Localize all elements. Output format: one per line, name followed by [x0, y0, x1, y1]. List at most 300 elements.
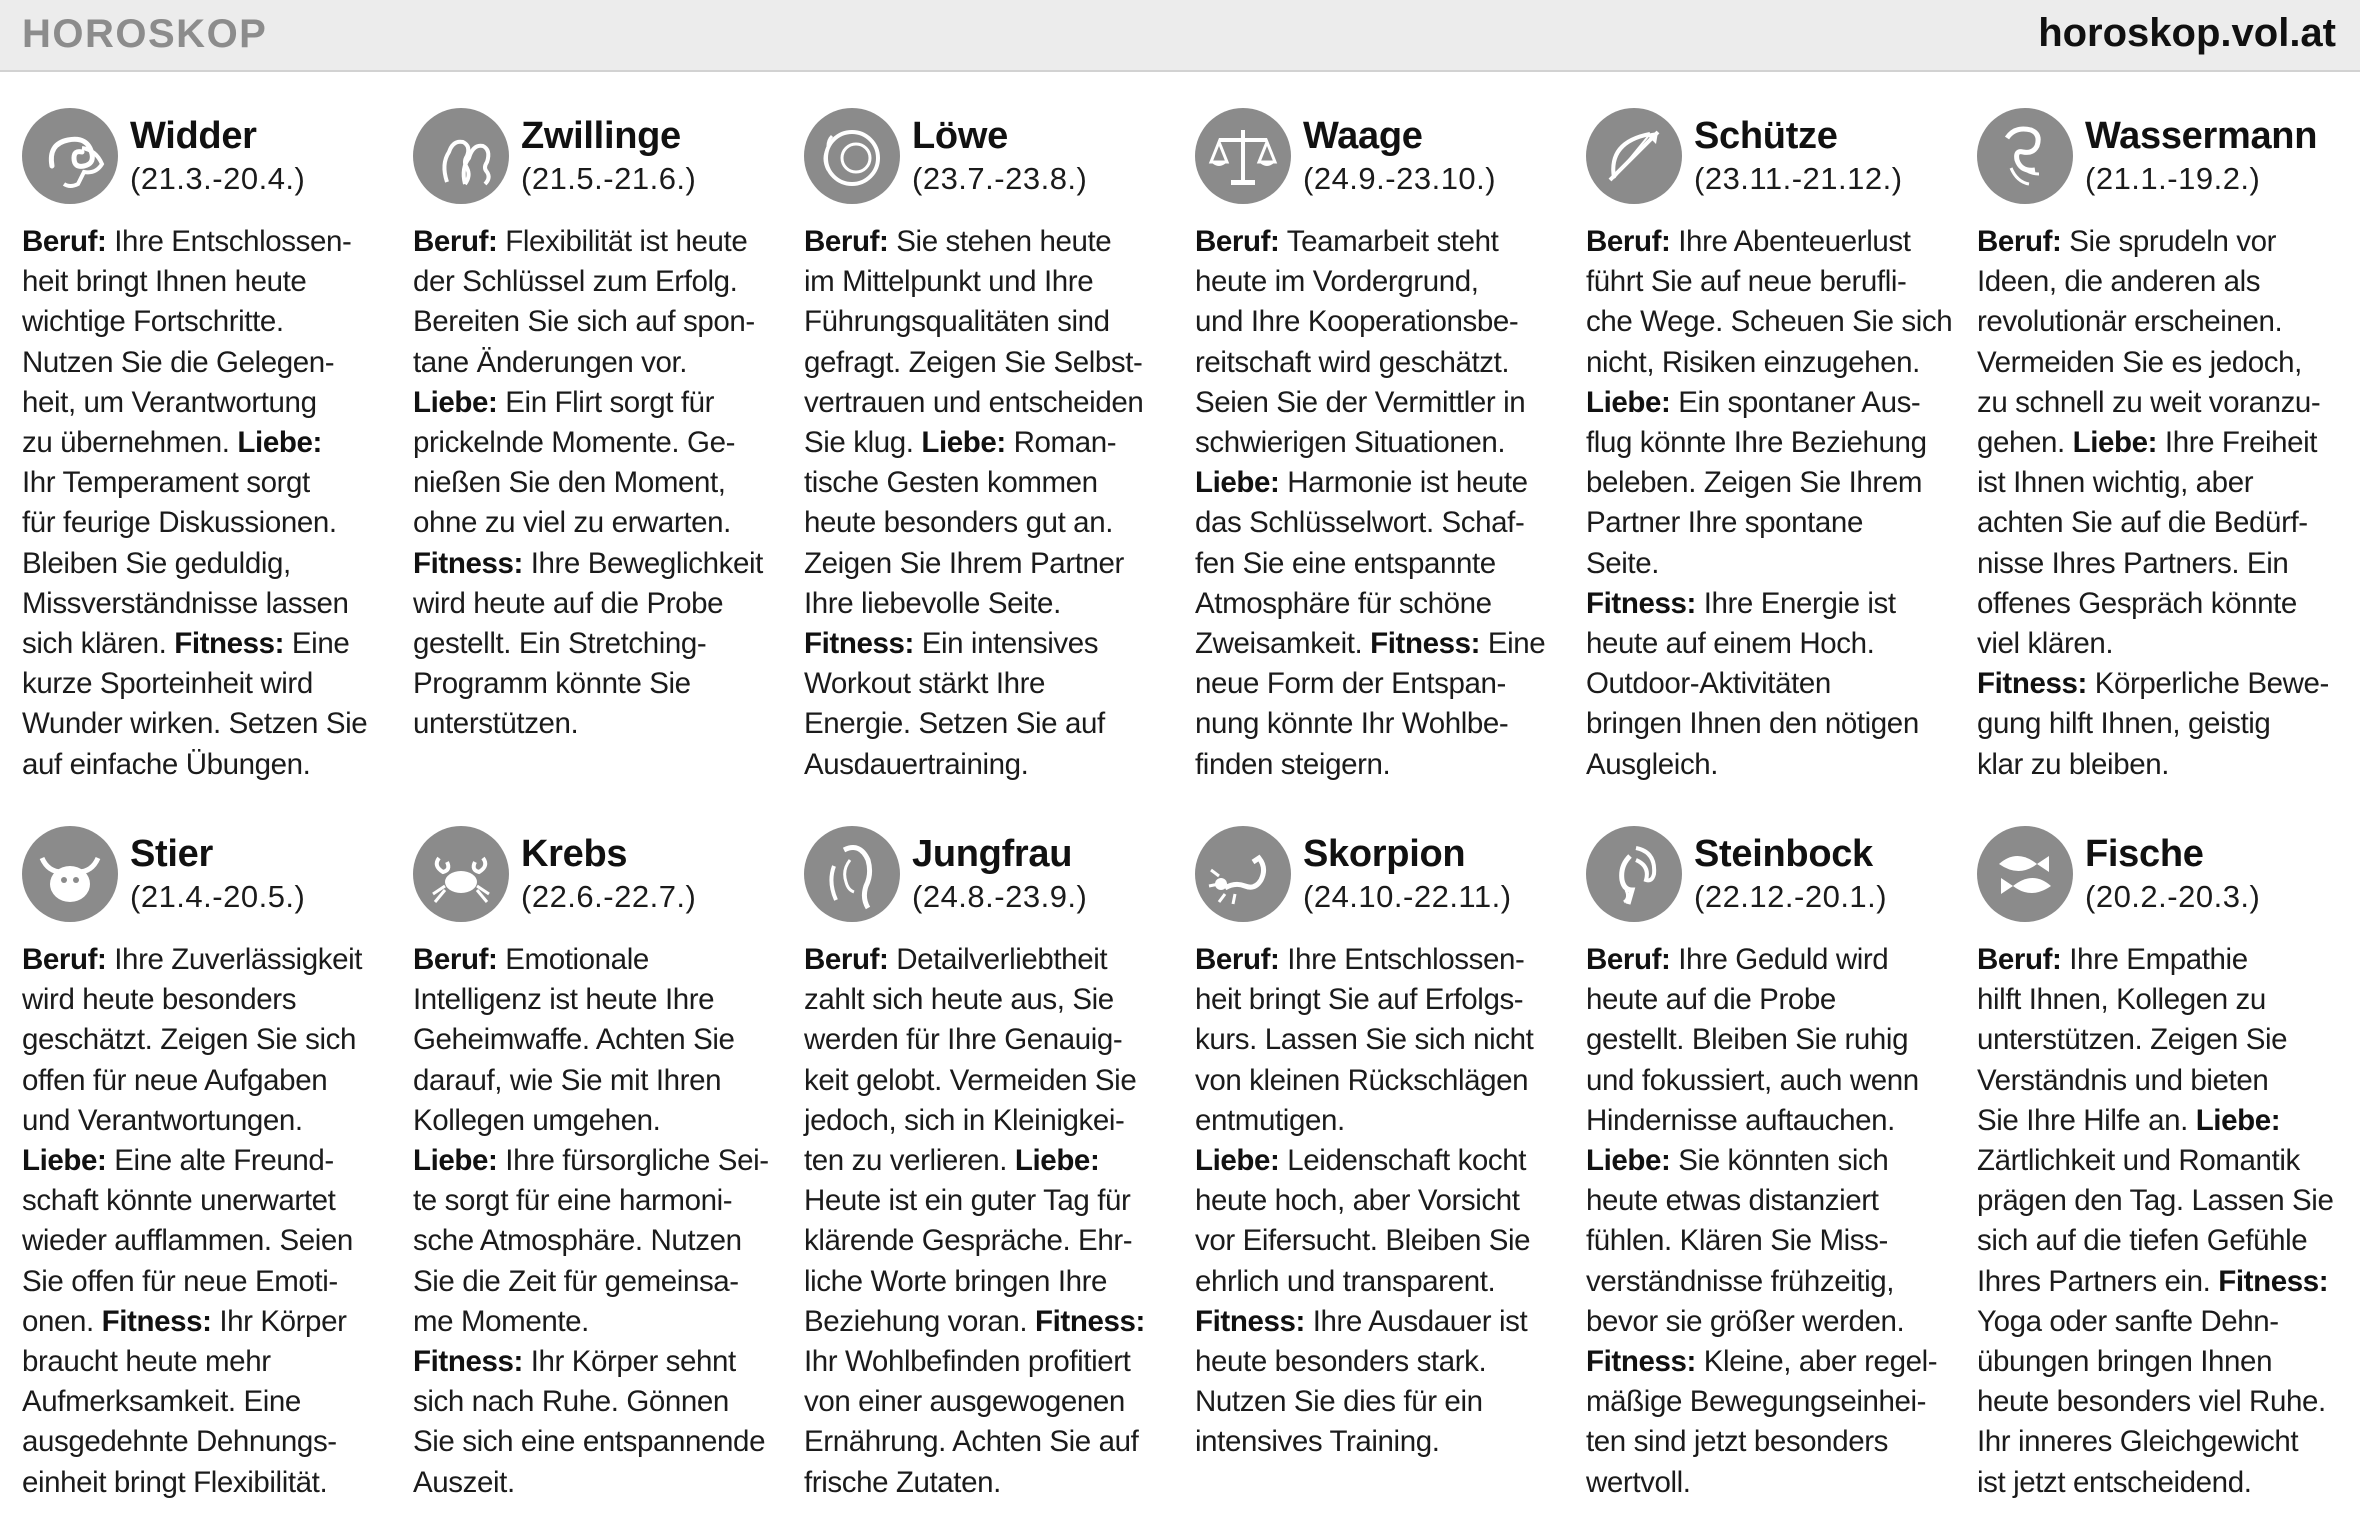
sign-text	[22, 940, 382, 1503]
text-line	[1586, 1463, 1946, 1503]
text-segment: Workout stärkt Ihre	[804, 667, 1046, 701]
text-line	[804, 664, 1164, 704]
text-segment: gung hilft Ihnen, geistig	[1977, 707, 2271, 741]
text-line	[1586, 624, 1946, 664]
sign-card-zwillinge	[413, 106, 773, 824]
lion-icon	[804, 108, 900, 204]
text-line	[22, 1221, 382, 1261]
text-line	[1195, 302, 1555, 342]
text-line	[413, 1342, 773, 1382]
text-line	[1586, 1221, 1946, 1261]
sign-header	[804, 106, 1164, 206]
horoscope-grid	[22, 106, 2338, 1511]
sign-text	[804, 222, 1164, 785]
text-segment: te sorgt für eine harmoni-	[413, 1184, 733, 1218]
text-segment: Detailverliebtheit	[888, 943, 1108, 976]
text-line	[804, 1463, 1164, 1503]
text-segment: kurze Sporteinheit wird	[22, 667, 313, 701]
text-line	[22, 423, 382, 463]
text-line	[413, 1101, 773, 1141]
archer-icon	[1586, 108, 1682, 204]
text-segment: Bleiben Sie geduldig,	[22, 546, 291, 580]
text-segment: Ausgleich.	[1586, 747, 1719, 781]
sign-card-krebs	[413, 824, 773, 1511]
text-segment: nießen Sie den Moment,	[413, 466, 726, 500]
sign-name: Stier	[130, 833, 213, 875]
text-segment: Wunder wirken. Setzen Sie	[22, 707, 368, 741]
sign-text	[413, 222, 773, 745]
text-line	[1195, 745, 1555, 785]
text-segment: unterstützen.	[413, 707, 579, 741]
text-segment: Outdoor-Aktivitäten	[1586, 667, 1831, 701]
text-segment: onen.	[22, 1304, 102, 1338]
text-line	[22, 544, 382, 584]
sign-name: Fische	[2085, 833, 2204, 875]
text-line	[1586, 262, 1946, 302]
text-line	[1977, 664, 2337, 704]
text-segment: heute besonders gut an.	[804, 506, 1113, 540]
category-label: Liebe:	[1586, 1144, 1671, 1178]
category-label: Liebe:	[1195, 466, 1280, 500]
text-line	[22, 1382, 382, 1422]
text-segment: tane Änderungen vor.	[413, 345, 688, 379]
text-segment: ten zu verlieren.	[804, 1144, 1015, 1178]
text-segment: heit bringt Ihnen heute	[22, 265, 307, 299]
text-segment: von kleinen Rückschlägen	[1195, 1063, 1529, 1097]
text-segment: Ein intensives	[913, 627, 1099, 661]
text-line	[1977, 1463, 2337, 1503]
text-line	[22, 222, 382, 262]
text-line	[1195, 624, 1555, 664]
text-line	[413, 1181, 773, 1221]
text-segment: Ihre Freiheit	[2157, 426, 2318, 460]
text-segment: heute besonders stark.	[1195, 1345, 1487, 1379]
text-line	[1195, 1262, 1555, 1302]
category-label: Fitness:	[1035, 1304, 1145, 1338]
text-segment: Eine	[284, 627, 350, 661]
text-line	[413, 624, 773, 664]
text-segment: Verständnis und bieten	[1977, 1063, 2269, 1097]
text-line	[22, 1181, 382, 1221]
sign-dates: (22.6.-22.7.)	[521, 879, 697, 914]
text-line	[1977, 383, 2337, 423]
sign-text	[1586, 940, 1946, 1503]
text-segment: Ihre Beweglichkeit	[522, 546, 763, 580]
sign-dates: (22.12.-20.1.)	[1694, 879, 1888, 914]
text-line	[1586, 1342, 1946, 1382]
text-segment: Ideen, die anderen als	[1977, 265, 2261, 299]
text-line	[804, 302, 1164, 342]
sign-header	[413, 824, 773, 924]
text-segment: Vermeiden Sie es jedoch,	[1977, 345, 2302, 379]
text-segment: Sie die Zeit für gemeinsa-	[413, 1264, 739, 1298]
text-line	[1195, 980, 1555, 1020]
text-segment: intensives Training.	[1195, 1425, 1440, 1459]
text-line	[1195, 262, 1555, 302]
text-line	[1977, 423, 2337, 463]
category-label: Fitness:	[413, 546, 523, 580]
text-segment: Ihre Entschlossen-	[1279, 943, 1525, 976]
text-segment: Nutzen Sie die Gelegen-	[22, 345, 335, 379]
text-line	[1977, 624, 2337, 664]
text-segment: Bereiten Sie sich auf spon-	[413, 305, 755, 339]
text-segment: ohne zu viel zu erwarten.	[413, 506, 731, 540]
text-line	[413, 343, 773, 383]
text-segment: Sie Ihre Hilfe an.	[1977, 1103, 2196, 1137]
category-label: Beruf:	[1586, 943, 1671, 976]
text-segment: fühlen. Klären Sie Miss-	[1586, 1224, 1888, 1258]
text-segment: sich nach Ruhe. Gönnen	[413, 1385, 729, 1419]
text-segment: wertvoll.	[1586, 1465, 1691, 1499]
text-segment: heit, um Verantwortung	[22, 385, 317, 419]
category-label: Beruf:	[1977, 225, 2062, 258]
text-segment: Aufmerksamkeit. Eine	[22, 1385, 301, 1419]
text-line	[22, 584, 382, 624]
text-segment: Partner Ihre spontane	[1586, 506, 1863, 540]
text-segment: heute besonders viel Ruhe.	[1977, 1385, 2326, 1419]
category-label: Fitness:	[101, 1304, 212, 1338]
text-segment: schaft könnte unerwartet	[22, 1184, 336, 1218]
text-segment: gestellt. Bleiben Sie ruhig	[1586, 1023, 1909, 1057]
text-line	[1586, 463, 1946, 503]
text-segment: wird heute auf die Probe	[413, 586, 724, 620]
text-segment: und Ihre Kooperationsbe-	[1195, 305, 1519, 339]
text-line	[1586, 1061, 1946, 1101]
ram-icon	[22, 108, 118, 204]
text-segment: bringen Ihnen den nötigen	[1586, 707, 1919, 741]
scorpion-icon	[1195, 826, 1291, 922]
text-line	[413, 1221, 773, 1261]
text-line	[804, 1221, 1164, 1261]
text-segment: im Mittelpunkt und Ihre	[804, 265, 1094, 299]
text-line	[22, 940, 382, 980]
text-segment: entmutigen.	[1195, 1103, 1345, 1137]
text-line	[1195, 544, 1555, 584]
sign-name: Waage	[1303, 115, 1423, 157]
sign-header	[804, 824, 1164, 924]
text-segment: Ihre Ausdauer ist	[1304, 1304, 1528, 1338]
category-label: Fitness:	[174, 627, 285, 661]
text-line	[1195, 584, 1555, 624]
text-segment: Beziehung voran.	[804, 1304, 1036, 1338]
text-segment: heit bringt Sie auf Erfolgs-	[1195, 983, 1524, 1017]
text-line	[804, 423, 1164, 463]
sign-dates: (20.2.-20.3.)	[2085, 879, 2261, 914]
scales-icon	[1195, 108, 1291, 204]
text-segment: zu schnell zu weit voranzu-	[1977, 385, 2321, 419]
sign-header	[1195, 824, 1555, 924]
text-line	[1195, 463, 1555, 503]
text-segment: beleben. Zeigen Sie Ihrem	[1586, 466, 1923, 500]
text-segment: braucht heute mehr	[22, 1345, 271, 1379]
category-label: Liebe:	[921, 426, 1006, 460]
text-line	[413, 1302, 773, 1342]
text-segment: jedoch, sich in Kleinigkei-	[804, 1103, 1125, 1137]
text-line	[1586, 1422, 1946, 1462]
sign-header	[22, 106, 382, 206]
text-segment: Seite.	[1586, 546, 1660, 580]
text-segment: heute auf einem Hoch.	[1586, 627, 1875, 661]
text-segment: Ihre Entschlossen-	[106, 225, 352, 258]
sign-card-loewe	[804, 106, 1164, 824]
text-line	[22, 745, 382, 785]
text-segment: offenes Gespräch könnte	[1977, 586, 2297, 620]
category-label: Beruf:	[22, 225, 107, 258]
text-segment: flug könnte Ihre Beziehung	[1586, 426, 1927, 460]
sign-text	[1977, 940, 2337, 1503]
text-line	[804, 503, 1164, 543]
text-line	[1586, 1141, 1946, 1181]
text-segment: zu übernehmen.	[22, 426, 238, 460]
text-segment: verständnisse frühzeitig,	[1586, 1264, 1895, 1298]
text-line	[22, 980, 382, 1020]
text-line	[1195, 383, 1555, 423]
text-segment: Programm könnte Sie	[413, 667, 691, 701]
category-label: Beruf:	[1195, 943, 1280, 976]
text-segment: liche Worte bringen Ihre	[804, 1264, 1108, 1298]
text-line	[1977, 1342, 2337, 1382]
text-line	[1977, 940, 2337, 980]
text-segment: zahlt sich heute aus, Sie	[804, 983, 1114, 1017]
text-segment: revolutionär erscheinen.	[1977, 305, 2283, 339]
text-segment: keit gelobt. Vermeiden Sie	[804, 1063, 1137, 1097]
sign-dates: (23.11.-21.12.)	[1694, 161, 1903, 196]
text-segment: Sie könnten sich	[1670, 1144, 1889, 1178]
text-line	[1195, 1020, 1555, 1060]
sign-dates: (21.1.-19.2.)	[2085, 161, 2261, 196]
text-segment: Energie. Setzen Sie auf	[804, 707, 1105, 741]
text-line	[1977, 980, 2337, 1020]
text-segment: Ihre Abenteuerlust	[1670, 225, 1911, 258]
twins-icon	[413, 108, 509, 204]
text-line	[1977, 1422, 2337, 1462]
text-segment: vertrauen und entscheiden	[804, 385, 1144, 419]
text-segment: Teamarbeit steht	[1279, 225, 1499, 258]
text-line	[413, 1020, 773, 1060]
text-line	[22, 704, 382, 744]
text-line	[22, 302, 382, 342]
sign-name: Schütze	[1694, 115, 1838, 157]
text-line	[22, 1141, 382, 1181]
category-label: Liebe:	[1195, 1144, 1280, 1178]
text-line	[1977, 222, 2337, 262]
sign-name: Wassermann	[2085, 115, 2318, 157]
text-segment: gestellt. Ein Stretching-	[413, 627, 707, 661]
text-line	[1195, 1382, 1555, 1422]
text-line	[413, 980, 773, 1020]
text-segment: von einer ausgewogenen	[804, 1385, 1125, 1419]
text-line	[1195, 1141, 1555, 1181]
bull-icon	[22, 826, 118, 922]
sign-dates: (24.10.-22.11.)	[1303, 879, 1512, 914]
text-segment: Emotionale	[497, 943, 649, 976]
sign-header	[22, 824, 382, 924]
text-line	[413, 1463, 773, 1503]
text-line	[22, 383, 382, 423]
text-line	[22, 624, 382, 664]
text-line	[413, 1382, 773, 1422]
text-line	[1977, 343, 2337, 383]
text-line	[804, 1382, 1164, 1422]
text-line	[1977, 463, 2337, 503]
text-segment: Ihr Temperament sorgt	[22, 466, 310, 500]
text-segment: das Schlüsselwort. Schaf-	[1195, 506, 1525, 540]
text-line	[1586, 383, 1946, 423]
text-segment: gefragt. Zeigen Sie Selbst-	[804, 345, 1143, 379]
text-segment: finden steigern.	[1195, 747, 1391, 781]
text-line	[1977, 1061, 2337, 1101]
sign-name: Krebs	[521, 833, 628, 875]
text-segment: heute im Vordergrund,	[1195, 265, 1479, 299]
text-line	[1586, 343, 1946, 383]
text-segment: einheit bringt Flexibilität.	[22, 1465, 328, 1499]
text-line	[22, 262, 382, 302]
sign-card-jungfrau	[804, 824, 1164, 1511]
text-line	[804, 262, 1164, 302]
text-line	[22, 1101, 382, 1141]
sign-card-wassermann	[1977, 106, 2337, 824]
sign-header	[1977, 106, 2337, 206]
text-segment: darauf, wie Sie mit Ihren	[413, 1063, 722, 1097]
text-line	[1586, 1302, 1946, 1342]
text-line	[413, 383, 773, 423]
text-segment: gehen.	[1977, 426, 2073, 460]
text-line	[1977, 584, 2337, 624]
text-segment: Ausdauertraining.	[804, 747, 1029, 781]
sign-header	[1195, 106, 1555, 206]
category-label: Liebe:	[237, 426, 322, 460]
text-line	[1195, 343, 1555, 383]
text-line	[413, 463, 773, 503]
text-segment: Eine	[1480, 627, 1546, 661]
text-segment: klärende Gespräche. Ehr-	[804, 1224, 1133, 1258]
text-segment: und fokussiert, auch wenn	[1586, 1063, 1919, 1097]
sign-card-steinbock	[1586, 824, 1946, 1511]
text-segment: Atmosphäre für schöne	[1195, 586, 1492, 620]
text-segment: Ihr Wohlbefinden profitiert	[804, 1345, 1131, 1379]
category-label: Fitness:	[1195, 1304, 1305, 1338]
site-url[interactable]: horoskop.vol.at	[2038, 11, 2336, 55]
text-segment: werden für Ihre Genauig-	[804, 1023, 1123, 1057]
text-line	[804, 1181, 1164, 1221]
sign-card-schuetze	[1586, 106, 1953, 824]
sign-dates: (23.7.-23.8.)	[912, 161, 1088, 196]
text-line	[804, 343, 1164, 383]
text-line	[1977, 1221, 2337, 1261]
text-line	[804, 940, 1164, 980]
text-line	[1977, 1262, 2337, 1302]
text-segment: prägen den Tag. Lassen Sie	[1977, 1184, 2334, 1218]
text-segment: che Wege. Scheuen Sie sich	[1586, 305, 1953, 339]
text-line	[804, 544, 1164, 584]
text-line	[1195, 1342, 1555, 1382]
text-segment: achten Sie auf die Bedürf-	[1977, 506, 2308, 540]
text-segment: sche Atmosphäre. Nutzen	[413, 1224, 742, 1258]
text-segment: ist jetzt entscheidend.	[1977, 1465, 2252, 1499]
text-line	[1586, 745, 1946, 785]
category-label: Beruf:	[1977, 943, 2062, 976]
text-line	[413, 1141, 773, 1181]
text-line	[1586, 302, 1953, 342]
text-segment: offen für neue Aufgaben	[22, 1063, 328, 1097]
sign-text	[804, 940, 1164, 1503]
text-line	[1195, 1302, 1555, 1342]
category-label: Fitness:	[1977, 667, 2087, 701]
text-line	[1586, 423, 1946, 463]
text-segment: wird heute besonders	[22, 983, 297, 1017]
text-segment: Ihres Partners ein.	[1977, 1264, 2219, 1298]
text-line	[1195, 1061, 1555, 1101]
text-segment: Ihre liebevolle Seite.	[804, 586, 1061, 620]
sign-dates: (21.5.-21.6.)	[521, 161, 697, 196]
text-segment: bevor sie größer werden.	[1586, 1304, 1905, 1338]
text-line	[1586, 1262, 1946, 1302]
text-segment: führt Sie auf neue berufli-	[1586, 265, 1907, 299]
text-line	[804, 1061, 1164, 1101]
text-segment: der Schlüssel zum Erfolg.	[413, 265, 738, 299]
category-label: Beruf:	[413, 943, 498, 976]
text-segment: frische Zutaten.	[804, 1465, 1001, 1499]
text-segment: Ihr Körper	[211, 1304, 347, 1338]
text-segment: Auszeit.	[413, 1465, 515, 1499]
text-segment: geschätzt. Zeigen Sie sich	[22, 1023, 356, 1057]
fish-icon	[1977, 826, 2073, 922]
category-label: Liebe:	[22, 1144, 107, 1178]
text-line	[1977, 1302, 2337, 1342]
text-segment: auf einfache Übungen.	[22, 747, 311, 781]
text-line	[804, 624, 1164, 664]
category-label: Liebe:	[413, 1144, 498, 1178]
text-segment: heute hoch, aber Vorsicht	[1195, 1184, 1520, 1218]
text-segment: Leidenschaft kocht	[1279, 1144, 1527, 1178]
text-line	[413, 503, 773, 543]
text-segment: Ihr Körper sehnt	[522, 1345, 736, 1379]
goat-icon	[1586, 826, 1682, 922]
text-line	[1586, 1181, 1946, 1221]
text-segment: Kollegen umgehen.	[413, 1103, 661, 1137]
text-segment: für feurige Diskussionen.	[22, 506, 337, 540]
text-line	[22, 503, 382, 543]
crab-icon	[413, 826, 509, 922]
text-line	[413, 1422, 773, 1462]
page-title: HOROSKOP	[22, 12, 268, 56]
text-line	[413, 1061, 773, 1101]
text-segment: neue Form der Entspan-	[1195, 667, 1506, 701]
text-line	[804, 745, 1164, 785]
text-segment: Sie sich eine entspannende	[413, 1425, 766, 1459]
category-label: Fitness:	[2218, 1264, 2329, 1298]
text-line	[413, 940, 773, 980]
text-segment: sich auf die tiefen Gefühle	[1977, 1224, 2308, 1258]
text-line	[1977, 262, 2337, 302]
text-segment: nisse Ihres Partners. Ein	[1977, 546, 2289, 580]
text-segment: klar zu bleiben.	[1977, 747, 2170, 781]
text-line	[1977, 1141, 2337, 1181]
text-segment: Nutzen Sie dies für ein	[1195, 1385, 1483, 1419]
text-segment: schwierigen Situationen.	[1195, 426, 1506, 460]
text-segment: heute auf die Probe	[1586, 983, 1836, 1017]
text-segment: tische Gesten kommen	[804, 466, 1098, 500]
text-segment: ehrlich und transparent.	[1195, 1264, 1496, 1298]
text-line	[1195, 222, 1555, 262]
sign-text	[1586, 222, 1953, 785]
sign-header	[1586, 824, 1946, 924]
text-line	[1195, 1422, 1555, 1462]
category-label: Liebe:	[2072, 426, 2158, 460]
text-segment: Hindernisse auftauchen.	[1586, 1103, 1895, 1137]
text-segment: wieder aufflammen. Seien	[22, 1224, 353, 1258]
text-line	[804, 463, 1164, 503]
